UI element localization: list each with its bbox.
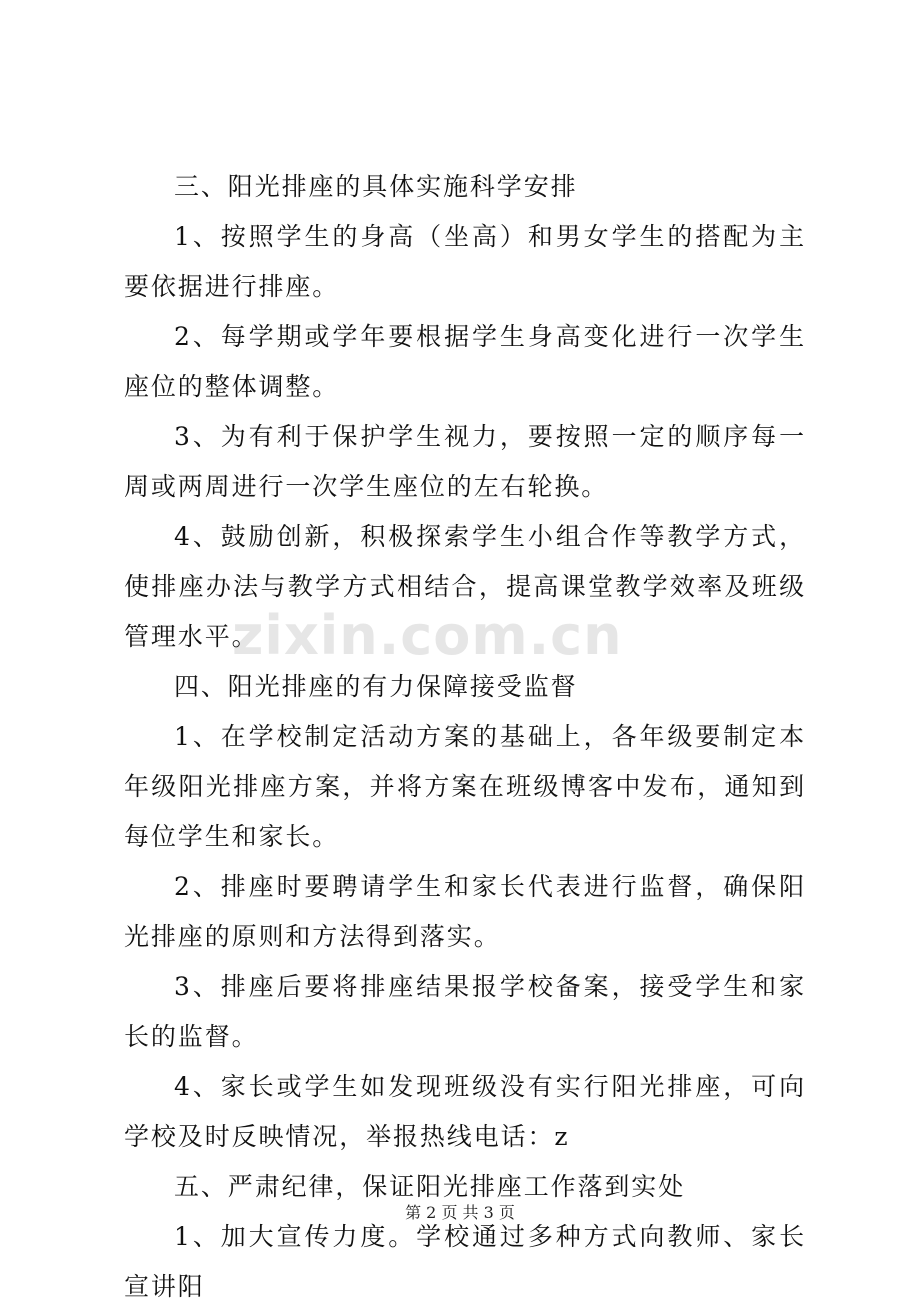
paragraph: 4、家长或学生如发现班级没有实行阳光排座，可向学校及时反映情况，举报热线电话：z [124,1072,806,1151]
document-body [124,162,806,1312]
paragraph: 1、加大宣传力度。学校通过多种方式向教师、家长宣讲阳 [124,1222,806,1301]
paragraph: 4、鼓励创新，积极探索学生小组合作等教学方式，使排座办法与教学方式相结合，提高课堂教学效率及班级管理水平。 [124,522,806,651]
paragraph: 2、每学期或学年要根据学生身高变化进行一次学生座位的整体调整。 [124,322,806,401]
paragraph: 3、为有利于保护学生视力，要按照一定的顺序每一周或两周进行一次学生座位的左右轮换。 [124,422,806,501]
paragraph: 3、排座后要将排座结果报学校备案，接受学生和家长的监督。 [124,972,806,1051]
paragraph: 1、按照学生的身高（坐高）和男女学生的搭配为主要依据进行排座。 [124,222,806,301]
paragraph: 2、排座时要聘请学生和家长代表进行监督，确保阳光排座的原则和方法得到落实。 [124,872,806,951]
section-heading-4: 四、阳光排座的有力保障接受监督 [174,672,578,701]
paragraph: 1、在学校制定活动方案的基础上，各年级要制定本年级阳光排座方案，并将方案在班级博客中发布，通知到每位学生和家长。 [124,722,806,851]
page-footer: 第 2 页 共 3 页 [405,1203,515,1222]
section-heading-5: 五、严肃纪律，保证阳光排座工作落到实处 [174,1172,686,1201]
watermark: zixin.com.cn [232,604,623,667]
section-heading-3: 三、阳光排座的具体实施科学安排 [174,172,578,201]
